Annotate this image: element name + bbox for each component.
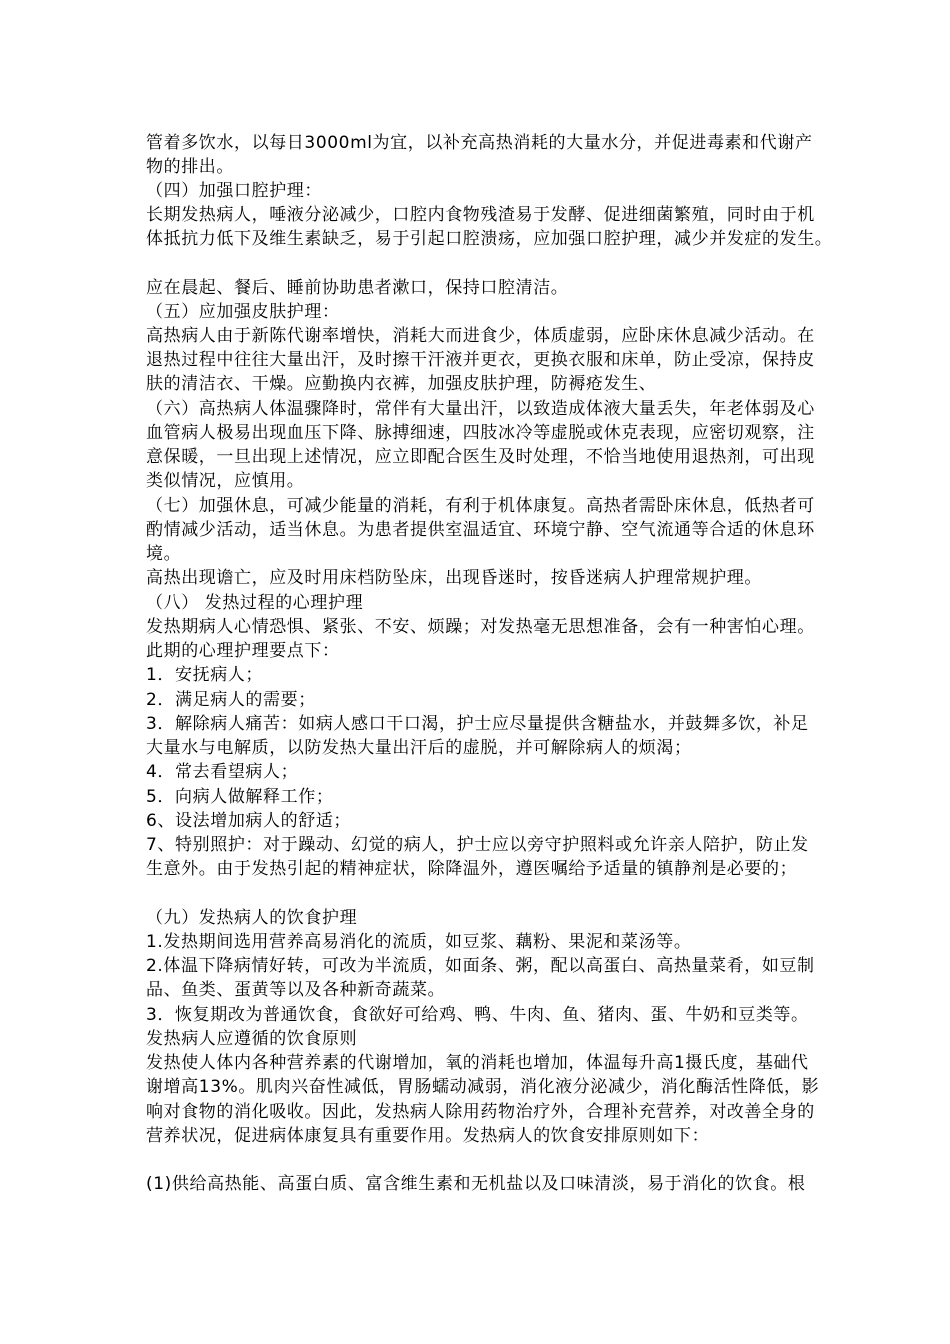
list-item: 1.发热期间选用营养高易消化的流质，如豆浆、藕粉、果泥和菜汤等。: [146, 932, 692, 952]
text-line: 生意外。由于发热引起的精神症状，除降温外，遵医嘱给予适量的镇静剂是必要的；: [146, 859, 798, 879]
list-item: (1)供给高热能、高蛋白质、富含维生素和无机盐以及口味清淡，易于消化的饮食。根: [146, 1174, 806, 1194]
text-line: 退热过程中往往大量出汗，及时擦干汗液并更衣，更换衣服和床单，防止受凉，保持皮: [146, 350, 815, 370]
text-line: 长期发热病人，唾液分泌减少，口腔内食物残渣易于发酵、促进细菌繁殖，同时由于机: [146, 205, 815, 225]
list-item: 3．恢复期改为普通饮食，食欲好可给鸡、鸭、牛肉、鱼、猪肉、蛋、牛奶和豆类等。: [146, 1005, 809, 1025]
text-line: 管着多饮水，以每日3000ml为宜，以补充高热消耗的大量水分，并促进毒素和代谢产: [146, 133, 813, 153]
section-heading: （六）高热病人体温骤降时，常伴有大量出汗，以致造成体液大量丢失，年老体弱及心: [146, 399, 815, 419]
text-line: 发热期病人心情恐惧、紧张、不安、烦躁；对发热毫无思想准备，会有一种害怕心理。: [146, 617, 815, 637]
text-line: 体抵抗力低下及维生素缺乏，易于引起口腔溃疡，应加强口腔护理，减少并发症的发生。: [146, 229, 833, 249]
list-item: 2．满足病人的需要；: [146, 690, 316, 710]
text-line: 高热出现谵亡，应及时用床档防坠床，出现昏迷时，按昏迷病人护理常规护理。: [146, 568, 762, 588]
text-line: 酌情减少活动，适当休息。为患者提供室温适宜、环境宁静、空气流通等合适的休息环: [146, 520, 815, 540]
section-heading: （四）加强口腔护理：: [146, 181, 322, 201]
list-item: 6、设法增加病人的舒适；: [146, 811, 352, 831]
text-line: 品、鱼类、蛋黄等以及各种新奇蔬菜。: [146, 980, 446, 1000]
list-item: 2.体温下降病情好转，可改为半流质，如面条、粥，配以高蛋白、高热量菜肴，如豆制: [146, 956, 815, 976]
section-heading: （五）应加强皮肤护理：: [146, 302, 340, 322]
text-line: 响对食物的消化吸收。因此，发热病人除用药物治疗外，合理补充营养，对改善全身的: [146, 1102, 815, 1122]
text-line: 肤的清洁衣、干燥。应勤换内衣裤，加强皮肤护理，防褥疮发生、: [146, 374, 657, 394]
text-line: 类似情况，应慎用。: [146, 471, 305, 491]
list-item: 1．安抚病人；: [146, 665, 264, 685]
list-item: 5．向病人做解释工作；: [146, 787, 334, 807]
text-line: 大量水与电解质，以防发热大量出汗后的虚脱，并可解除病人的烦渴；: [146, 738, 692, 758]
list-item: 4．常去看望病人；: [146, 762, 299, 782]
section-heading: （七）加强休息，可减少能量的消耗，有利于机体康复。高热者需卧床休息，低热者可: [146, 496, 815, 516]
text-line: 血管病人极易出现血压下降、脉搏细速，四肢冰冷等虚脱或休克表现，应密切观察，注: [146, 423, 815, 443]
text-line: 此期的心理护理要点下：: [146, 641, 340, 661]
text-line: 意保暖，一旦出现上述情况，应立即配合医生及时处理，不恰当地使用退热剂，可出现: [146, 447, 815, 467]
text-line: 发热使人体内各种营养素的代谢增加，氧的消耗也增加，体温每升高1摄氏度，基础代: [146, 1053, 809, 1073]
section-heading: 发热病人应遵循的饮食原则: [146, 1029, 358, 1049]
list-item: 3．解除病人痛苦：如病人感口干口渴，护士应尽量提供含糖盐水，并鼓舞多饮，补足: [146, 714, 809, 734]
text-line: 营养状况，促进病体康复具有重要作用。发热病人的饮食安排原则如下：: [146, 1126, 710, 1146]
text-line: 应在晨起、餐后、睡前协助患者漱口，保持口腔清洁。: [146, 278, 569, 298]
text-line: 物的排出。: [146, 157, 234, 177]
text-line: 境。: [146, 544, 182, 564]
text-line: 谢增高13%。肌肉兴奋性减低，胃肠蠕动减弱，消化液分泌减少，消化酶活性降低，影: [146, 1077, 820, 1097]
list-item: 7、特别照护：对于躁动、幻觉的病人，护士应以旁守护照料或允许亲人陪护，防止发: [146, 835, 809, 855]
section-heading: （八） 发热过程的心理护理: [146, 593, 364, 613]
section-heading: （九）发热病人的饮食护理: [146, 908, 358, 928]
text-line: 高热病人由于新陈代谢率增快，消耗大而进食少，体质虚弱，应卧床休息减少活动。在: [146, 326, 815, 346]
